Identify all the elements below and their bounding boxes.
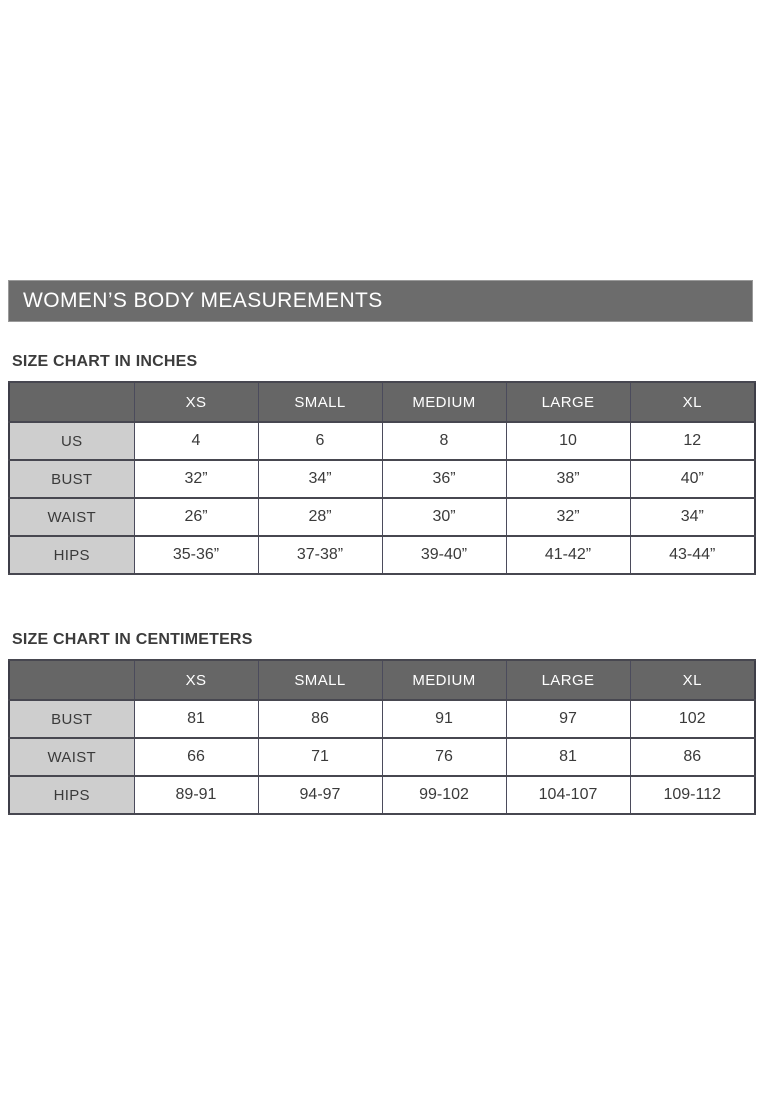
table-row-us	[9, 422, 755, 460]
table-header-row	[9, 660, 755, 700]
cell-value: 36”	[382, 460, 506, 498]
column-header-blank	[9, 660, 134, 700]
cell-value: 6	[258, 422, 382, 460]
cell-value: 40”	[630, 460, 755, 498]
table-row-waist	[9, 738, 755, 776]
table-row-bust	[9, 460, 755, 498]
section-title-centimeters: SIZE CHART IN CENTIMETERS	[12, 631, 253, 648]
table-row-waist	[9, 498, 755, 536]
cell-value: 41-42”	[506, 536, 630, 574]
cell-value: 66	[134, 738, 258, 776]
row-label: HIPS	[9, 536, 134, 574]
size-table-inches	[8, 381, 756, 575]
cell-value: 71	[258, 738, 382, 776]
cell-value: 86	[630, 738, 755, 776]
cell-value: 109-112	[630, 776, 755, 814]
cell-value: 39-40”	[382, 536, 506, 574]
cell-value: 94-97	[258, 776, 382, 814]
table-header-row	[9, 382, 755, 422]
cell-value: 35-36”	[134, 536, 258, 574]
cell-value: 102	[630, 700, 755, 738]
column-header-xs: XS	[134, 660, 258, 700]
cell-value: 76	[382, 738, 506, 776]
cell-value: 86	[258, 700, 382, 738]
column-header-xl: XL	[630, 660, 755, 700]
row-label: BUST	[9, 460, 134, 498]
banner-title: WOMEN’S BODY MEASUREMENTS	[8, 280, 753, 322]
column-header-large: LARGE	[506, 660, 630, 700]
column-header-medium: MEDIUM	[382, 660, 506, 700]
cell-value: 26”	[134, 498, 258, 536]
column-header-xs: XS	[134, 382, 258, 422]
cell-value: 10	[506, 422, 630, 460]
column-header-xl: XL	[630, 382, 755, 422]
cell-value: 38”	[506, 460, 630, 498]
cell-value: 30”	[382, 498, 506, 536]
cell-value: 8	[382, 422, 506, 460]
cell-value: 34”	[630, 498, 755, 536]
cell-value: 99-102	[382, 776, 506, 814]
size-table-centimeters	[8, 659, 756, 815]
column-header-small: SMALL	[258, 382, 382, 422]
column-header-small: SMALL	[258, 660, 382, 700]
table-row-bust	[9, 700, 755, 738]
cell-value: 12	[630, 422, 755, 460]
cell-value: 81	[134, 700, 258, 738]
table-row-hips	[9, 536, 755, 574]
table-row-hips	[9, 776, 755, 814]
cell-value: 34”	[258, 460, 382, 498]
row-label: BUST	[9, 700, 134, 738]
cell-value: 28”	[258, 498, 382, 536]
cell-value: 4	[134, 422, 258, 460]
row-label: HIPS	[9, 776, 134, 814]
cell-value: 32”	[134, 460, 258, 498]
cell-value: 97	[506, 700, 630, 738]
column-header-blank	[9, 382, 134, 422]
cell-value: 104-107	[506, 776, 630, 814]
cell-value: 91	[382, 700, 506, 738]
cell-value: 81	[506, 738, 630, 776]
row-label: WAIST	[9, 738, 134, 776]
cell-value: 43-44”	[630, 536, 755, 574]
cell-value: 32”	[506, 498, 630, 536]
cell-value: 37-38”	[258, 536, 382, 574]
section-title-inches: SIZE CHART IN INCHES	[12, 353, 198, 370]
cell-value: 89-91	[134, 776, 258, 814]
row-label: WAIST	[9, 498, 134, 536]
column-header-large: LARGE	[506, 382, 630, 422]
column-header-medium: MEDIUM	[382, 382, 506, 422]
row-label: US	[9, 422, 134, 460]
